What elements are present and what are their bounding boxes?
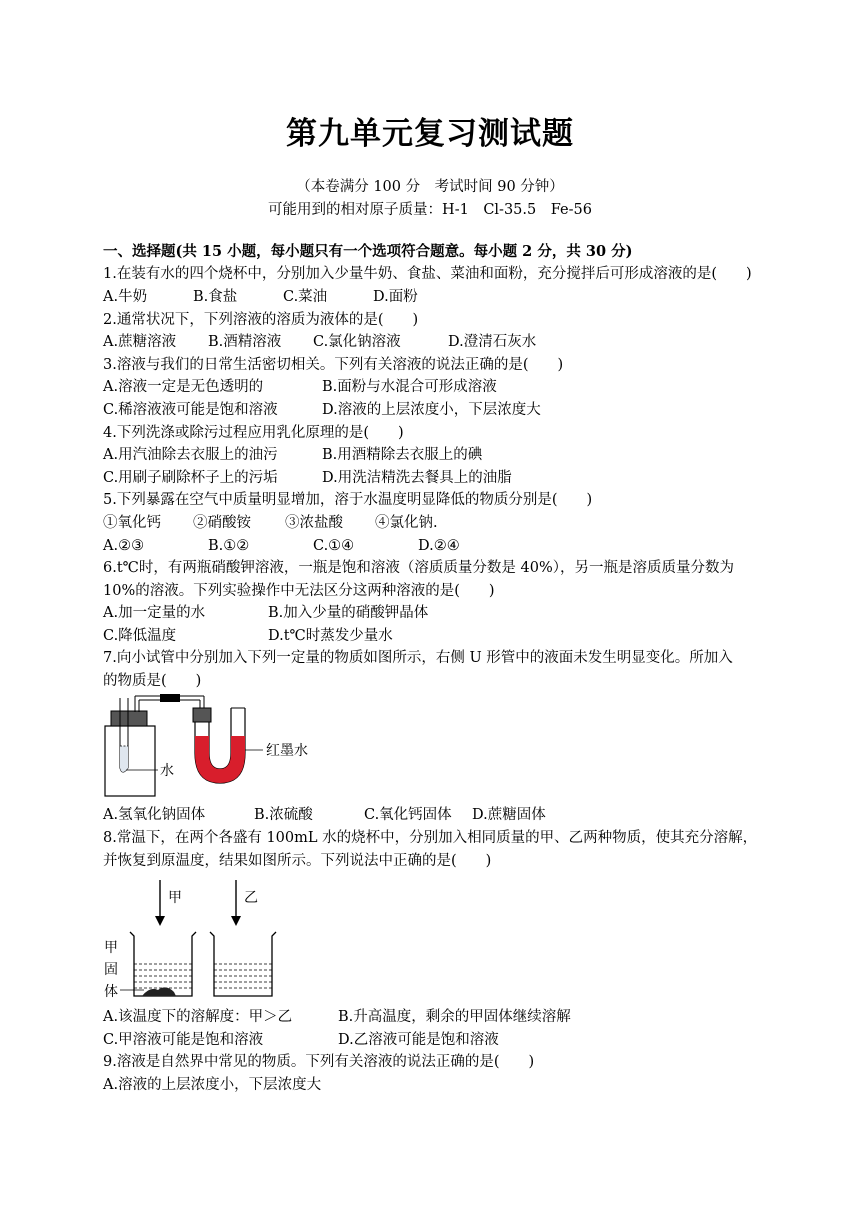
q7-option-d: D.蔗糖固体 — [472, 807, 546, 823]
q5-option-b: B.①② — [208, 538, 250, 554]
q7-fig-ink-label: 红墨水 — [266, 743, 308, 759]
q2-stem: 2.通常状况下，下列溶液的溶质为液体的是( ) — [103, 312, 419, 328]
q8-option-c: C.甲溶液可能是饱和溶液 — [103, 1032, 264, 1048]
q6-option-d: D.t℃时蒸发少量水 — [268, 628, 393, 644]
q8-fig-solid-char-1: 甲 — [104, 940, 118, 956]
q8-fig-label-a: 甲 — [168, 890, 182, 906]
q5-stem: 5.下列暴露在空气中质量明显增加，溶于水温度明显降低的物质分别是( ) — [103, 492, 593, 508]
q6-option-c: C.降低温度 — [103, 628, 177, 644]
q1-option-a: A.牛奶 — [103, 289, 148, 305]
q4-option-d: D.用洗洁精洗去餐具上的油脂 — [322, 470, 512, 486]
q4-stem: 4.下列洗涤或除污过程应用乳化原理的是( ) — [103, 425, 404, 441]
q8-fig-solid-char-3: 体 — [104, 984, 118, 1000]
q1-option-c: C.菜油 — [283, 289, 328, 305]
q1-stem: 1.在装有水的四个烧杯中，分别加入少量牛奶、食盐、菜油和面粉，充分搅拌后可形成溶液的是( ) — [103, 266, 752, 282]
q4-option-c: C.用刷子刷除杯子上的污垢 — [103, 470, 278, 486]
q6-stem-line1: 6.t℃时，有两瓶硝酸钾溶液，一瓶是饱和溶液（溶质质量分数是 40%），另一瓶是溶质质量分数为 — [103, 560, 734, 576]
q5-item-2: ②硝酸铵 — [193, 515, 251, 531]
q1-option-b: B.食盐 — [193, 289, 238, 305]
q3-option-c: C.稀溶液液可能是饱和溶液 — [103, 402, 278, 418]
q7-option-c: C.氧化钙固体 — [364, 807, 452, 823]
q2-option-c: C.氯化钠溶液 — [313, 334, 401, 350]
q8-option-d: D.乙溶液可能是饱和溶液 — [338, 1032, 499, 1048]
q7-stem-line2: 的物质是( ) — [103, 673, 202, 689]
q2-option-d: D.澄清石灰水 — [448, 334, 537, 350]
q3-option-d: D.溶液的上层浓度小，下层浓度大 — [322, 402, 541, 418]
q8-option-a: A.该温度下的溶解度：甲＞乙 — [103, 1009, 293, 1025]
q5-item-3: ③浓盐酸 — [285, 515, 343, 531]
q5-option-c: C.①④ — [313, 538, 355, 554]
q9-stem: 9.溶液是自然界中常见的物质。下列有关溶液的说法正确的是( ) — [103, 1054, 535, 1070]
q5-option-d: D.②④ — [418, 538, 460, 554]
q6-option-a: A.加一定量的水 — [103, 605, 206, 621]
q7-stem-line1: 7.向小试管中分别加入下列一定量的物质如图所示，右侧 U 形管中的液面未发生明显变化。所加入 — [103, 650, 733, 666]
q5-item-1: ①氧化钙 — [103, 515, 161, 531]
q6-stem-line2: 10%的溶液。下列实验操作中无法区分这两种溶液的是( ) — [103, 583, 495, 599]
q7-apparatus-figure — [100, 688, 330, 800]
q5-item-4: ④氯化钠. — [375, 515, 438, 531]
q1-option-d: D.面粉 — [373, 289, 418, 305]
page-title: 第九单元复习测试题 — [286, 116, 574, 152]
q2-option-b: B.酒精溶液 — [208, 334, 282, 350]
q8-option-b: B.升高温度，剩余的甲固体继续溶解 — [338, 1009, 571, 1025]
q8-beakers-figure — [100, 876, 300, 1004]
q7-option-b: B.浓硫酸 — [254, 807, 313, 823]
q4-option-b: B.用酒精除去衣服上的碘 — [322, 447, 483, 463]
exam-note: （本卷满分 100 分 考试时间 90 分钟） — [296, 179, 564, 195]
atomic-mass-line: 可能用到的相对原子质量：H-1 Cl-35.5 Fe-56 — [268, 202, 592, 218]
q6-option-b: B.加入少量的硝酸钾晶体 — [268, 605, 429, 621]
q3-stem: 3.溶液与我们的日常生活密切相关。下列有关溶液的说法正确的是( ) — [103, 357, 564, 373]
q3-option-b: B.面粉与水混合可形成溶液 — [322, 379, 497, 395]
q2-option-a: A.蔗糖溶液 — [103, 334, 177, 350]
q8-stem-line1: 8.常温下，在两个各盛有 100mL 水的烧杯中，分别加入相同质量的甲、乙两种物质，使其充分溶解， — [103, 830, 758, 846]
q8-fig-solid-char-2: 固 — [104, 962, 118, 978]
q3-option-a: A.溶液一定是无色透明的 — [103, 379, 264, 395]
q4-option-a: A.用汽油除去衣服上的油污 — [103, 447, 278, 463]
section-heading: 一、选择题(共 15 小题，每小题只有一个选项符合题意。每小题 2 分，共 30 分) — [103, 243, 633, 260]
q5-option-a: A.②③ — [103, 538, 145, 554]
q7-option-a: A.氢氧化钠固体 — [103, 807, 206, 823]
q8-fig-label-b: 乙 — [244, 890, 258, 906]
q8-stem-line2: 并恢复到原温度，结果如图所示。下列说法中正确的是( ) — [103, 853, 492, 869]
q7-fig-water-label: 水 — [160, 763, 174, 779]
q9-option-a: A.溶液的上层浓度小，下层浓度大 — [103, 1077, 322, 1093]
